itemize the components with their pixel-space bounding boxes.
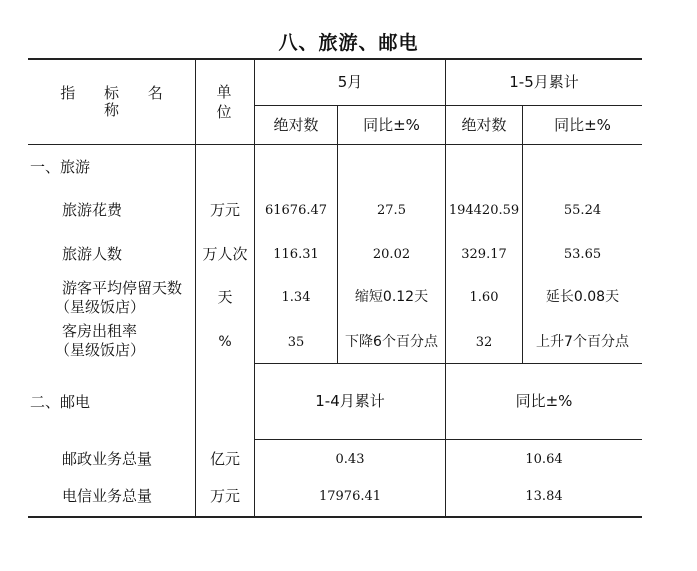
row-cum-absolute: 194420.59 bbox=[448, 202, 520, 218]
row-may-absolute: 61676.47 bbox=[264, 202, 328, 218]
row-name-block bbox=[55, 279, 194, 317]
row-name: 电信业务总量 bbox=[62, 486, 153, 505]
row-unit: 万元 bbox=[209, 200, 240, 219]
row-cum-yoy: 上升7个百分点 bbox=[536, 333, 629, 350]
header-cum-absolute: 绝对数 bbox=[461, 115, 507, 134]
row-cum-value: 0.43 bbox=[335, 451, 365, 467]
row-name-note: （星级饭店） bbox=[55, 298, 146, 316]
row-may-absolute: 116.31 bbox=[273, 246, 319, 262]
row-name: 旅游人数 bbox=[62, 244, 123, 263]
row-may-yoy: 27.5 bbox=[377, 202, 406, 218]
row-cum-yoy: 延长0.08天 bbox=[545, 288, 620, 305]
row-yoy-value: 10.64 bbox=[525, 451, 563, 467]
row-cum-absolute: 1.60 bbox=[469, 289, 499, 305]
header-cum-yoy: 同比±% bbox=[554, 115, 611, 134]
row-unit: % bbox=[218, 333, 232, 350]
row-name: 旅游花费 bbox=[62, 200, 123, 219]
header-jan-may: 1-5月累计 bbox=[509, 73, 579, 91]
row-unit: 亿元 bbox=[209, 449, 240, 468]
row-cum-yoy: 53.65 bbox=[563, 246, 602, 262]
header-post-yoy: 同比±% bbox=[515, 392, 573, 410]
row-cum-yoy: 55.24 bbox=[563, 202, 602, 218]
row-name: 邮政业务总量 bbox=[62, 449, 153, 468]
row-unit: 万元 bbox=[209, 486, 240, 505]
row-yoy-value: 13.84 bbox=[525, 488, 563, 504]
row-may-yoy: 缩短0.12天 bbox=[354, 288, 429, 305]
row-may-yoy: 20.02 bbox=[372, 246, 411, 262]
post-header-bottom-line bbox=[254, 439, 642, 440]
header-may-yoy: 同比±% bbox=[363, 115, 420, 134]
page-title: 八、旅游、邮电 bbox=[278, 32, 419, 54]
section-title-post: 二、邮电 bbox=[30, 392, 91, 411]
row-unit: 天 bbox=[217, 287, 233, 306]
row-cum-value: 17976.41 bbox=[318, 488, 382, 504]
header-unit: 单位 bbox=[216, 83, 232, 121]
row-may-yoy: 下降6个百分点 bbox=[345, 333, 438, 350]
row-cum-absolute: 32 bbox=[475, 334, 493, 350]
header-bottom-line bbox=[28, 144, 642, 145]
row-cum-absolute: 329.17 bbox=[461, 246, 507, 262]
header-indicator: 指 标 名 称 bbox=[60, 84, 175, 119]
table-bottom-border bbox=[28, 516, 642, 518]
header-may: 5月 bbox=[337, 73, 363, 91]
row-may-absolute: 35 bbox=[287, 334, 305, 350]
row-may-absolute: 1.34 bbox=[281, 289, 311, 305]
row-name-note: （星级饭店） bbox=[55, 341, 146, 359]
header-jan-apr: 1-4月累计 bbox=[315, 392, 385, 410]
header-may-absolute: 绝对数 bbox=[273, 115, 319, 134]
row-unit: 万人次 bbox=[202, 244, 248, 263]
section-title-tourism: 一、旅游 bbox=[30, 157, 91, 176]
row-name: 游客平均停留天数 bbox=[62, 279, 183, 297]
row-name: 客房出租率 bbox=[62, 322, 138, 340]
row-name-block bbox=[55, 322, 194, 360]
